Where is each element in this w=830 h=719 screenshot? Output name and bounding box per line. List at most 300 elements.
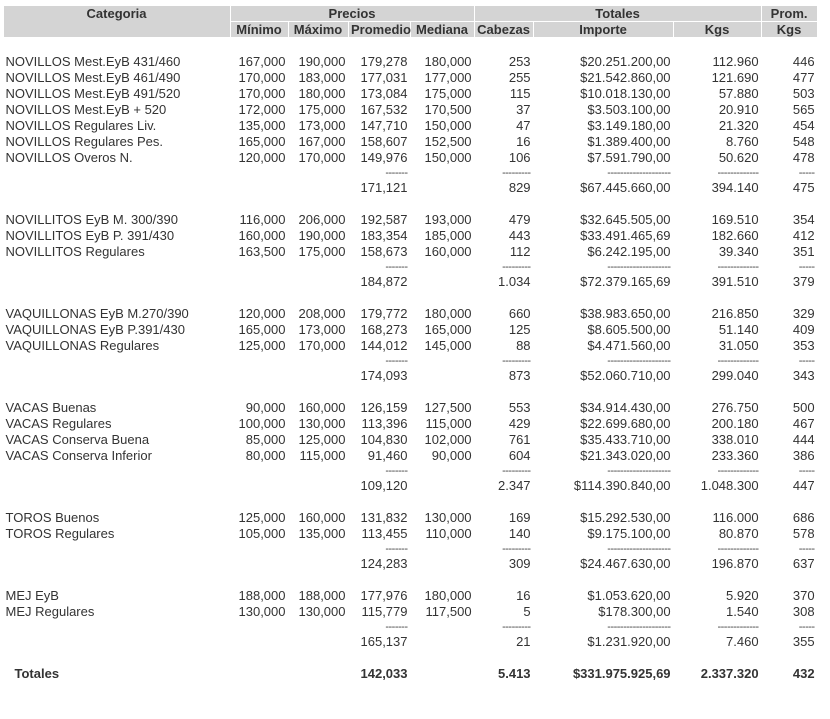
table-row [4, 118, 818, 134]
table-row [4, 338, 818, 354]
table-row [4, 604, 818, 620]
maximo-cell: 170,000 [298, 150, 346, 165]
mediana-cell: 193,000 [424, 212, 472, 227]
separator-dashes: --------- [502, 465, 531, 477]
kgs-cell: 50.620 [718, 150, 759, 165]
cabezas-cell: 761 [508, 432, 531, 447]
spacer-row [4, 650, 818, 666]
promedio-cell: 179,278 [360, 54, 408, 69]
subtotal-prom-kgs: 379 [792, 274, 815, 289]
separator-dashes: ----- [798, 167, 815, 179]
categoria-cell: NOVILLOS Regulares Liv. [5, 118, 157, 133]
categoria-cell: NOVILLITOS Regulares [5, 244, 145, 259]
importe-cell: $10.018.130,00 [580, 86, 671, 101]
importe-cell: $34.914.430,00 [580, 400, 671, 415]
cabezas-cell: 660 [508, 306, 531, 321]
prom-kgs-cell: 454 [792, 118, 815, 133]
separator-dashes: --------- [502, 543, 531, 555]
totals-row [4, 666, 818, 682]
maximo-cell: 135,000 [298, 526, 346, 541]
table-row [4, 228, 818, 244]
cabezas-cell: 169 [508, 510, 531, 525]
kgs-cell: 182.660 [711, 228, 759, 243]
subtotal-cabezas: 2.347 [498, 478, 531, 493]
promedio-cell: 183,354 [360, 228, 408, 243]
promedio-cell: 131,832 [360, 510, 408, 525]
separator-dashes: -------------------- [607, 167, 671, 179]
importe-cell: $35.433.710,00 [580, 432, 671, 447]
kgs-cell: 169.510 [711, 212, 759, 227]
maximo-cell: 167,000 [298, 134, 346, 149]
totals-kgs: 2.337.320 [700, 666, 759, 681]
promedio-cell: 91,460 [367, 448, 408, 463]
mediana-cell: 177,000 [424, 70, 472, 85]
header-importe: Importe [534, 22, 674, 38]
subtotal-prom-kgs: 355 [792, 634, 815, 649]
importe-cell: $3.503.100,00 [587, 102, 671, 117]
categoria-cell: MEJ EyB [5, 588, 59, 603]
promedio-cell: 149,976 [360, 150, 408, 165]
minimo-cell: 80,000 [245, 448, 286, 463]
subtotal-prom-kgs: 637 [792, 556, 815, 571]
promedio-cell: 113,396 [361, 416, 408, 431]
prom-kgs-cell: 329 [792, 306, 815, 321]
separator-dashes: ----- [798, 621, 815, 633]
spacer-row [4, 494, 818, 510]
kgs-cell: 31.050 [718, 338, 759, 353]
categoria-cell: TOROS Regulares [5, 526, 115, 541]
mediana-cell: 150,000 [424, 150, 472, 165]
mediana-cell: 102,000 [424, 432, 472, 447]
table-row [4, 134, 818, 150]
mediana-cell: 90,000 [431, 448, 472, 463]
cabezas-cell: 479 [508, 212, 531, 227]
mediana-cell: 130,000 [424, 510, 472, 525]
importe-cell: $8.605.500,00 [587, 322, 671, 337]
market-results-table [3, 5, 818, 682]
prom-kgs-cell: 444 [792, 432, 815, 447]
importe-cell: $3.149.180,00 [587, 118, 671, 133]
subtotal-cabezas: 829 [508, 180, 531, 195]
subtotal-promedio: 171,121 [360, 180, 408, 195]
maximo-cell: 130,000 [298, 416, 346, 431]
kgs-cell: 276.750 [711, 400, 759, 415]
subtotal-cabezas: 873 [508, 368, 531, 383]
cabezas-cell: 255 [508, 70, 531, 85]
totals-prom-kgs: 432 [792, 666, 815, 681]
subtotal-row [4, 478, 818, 494]
mediana-cell: 180,000 [424, 54, 472, 69]
table-row [4, 102, 818, 118]
maximo-cell: 208,000 [298, 306, 346, 321]
importe-cell: $20.251.200,00 [580, 54, 671, 69]
header-mediana: Mediana [411, 22, 475, 38]
separator-dashes: ------- [385, 621, 408, 633]
minimo-cell: 135,000 [238, 118, 286, 133]
separator-row [4, 354, 818, 368]
table-row [4, 212, 818, 228]
categoria-cell: NOVILLITOS EyB P. 391/430 [5, 228, 175, 243]
minimo-cell: 170,000 [238, 86, 286, 101]
prom-kgs-cell: 412 [792, 228, 815, 243]
spacer-row [4, 196, 818, 212]
categoria-cell: VAQUILLONAS Regulares [5, 338, 160, 353]
maximo-cell: 206,000 [298, 212, 346, 227]
separator-dashes: -------------------- [607, 621, 671, 633]
table-row [4, 448, 818, 464]
separator-row [4, 542, 818, 556]
mediana-cell: 115,000 [425, 416, 472, 431]
prom-kgs-cell: 308 [792, 604, 815, 619]
prom-kgs-cell: 409 [792, 322, 815, 337]
subtotal-promedio: 165,137 [360, 634, 408, 649]
maximo-cell: 160,000 [298, 400, 346, 415]
separator-dashes: -------------------- [607, 465, 671, 477]
maximo-cell: 173,000 [298, 118, 346, 133]
separator-dashes: ------- [385, 167, 408, 179]
cabezas-cell: 604 [508, 448, 531, 463]
kgs-cell: 8.760 [726, 134, 759, 149]
subtotal-promedio: 184,872 [360, 274, 408, 289]
cabezas-cell: 553 [508, 400, 531, 415]
categoria-cell: MEJ Regulares [5, 604, 95, 619]
minimo-cell: 170,000 [238, 70, 286, 85]
categoria-cell: TOROS Buenos [5, 510, 100, 525]
table-row [4, 588, 818, 604]
subtotal-kgs: 394.140 [711, 180, 759, 195]
cabezas-cell: 443 [508, 228, 531, 243]
prom-kgs-cell: 477 [792, 70, 815, 85]
subtotal-importe: $52.060.710,00 [580, 368, 671, 383]
subtotal-importe: $72.379.165,69 [580, 274, 671, 289]
table-row [4, 400, 818, 416]
table-row [4, 150, 818, 166]
minimo-cell: 85,000 [245, 432, 286, 447]
header-minimo: Mínimo [231, 22, 289, 38]
kgs-cell: 80.870 [718, 526, 759, 541]
kgs-cell: 121.690 [711, 70, 759, 85]
header-prom: Prom. [762, 6, 818, 22]
prom-kgs-cell: 351 [792, 244, 815, 259]
totals-label: Totales [14, 666, 60, 681]
header-kgs: Kgs [674, 22, 762, 38]
mediana-cell: 175,000 [424, 86, 472, 101]
subtotal-kgs: 1.048.300 [700, 478, 759, 493]
importe-cell: $9.175.100,00 [587, 526, 671, 541]
categoria-cell: VACAS Conserva Buena [5, 432, 150, 447]
kgs-cell: 39.340 [718, 244, 759, 259]
importe-cell: $7.591.790,00 [587, 150, 671, 165]
minimo-cell: 167,000 [238, 54, 286, 69]
spacer-row [4, 290, 818, 306]
promedio-cell: 168,273 [360, 322, 408, 337]
subtotal-promedio: 109,120 [360, 478, 408, 493]
subtotal-kgs: 7.460 [726, 634, 759, 649]
spacer-row [4, 38, 818, 55]
separator-dashes: ----- [798, 355, 815, 367]
categoria-cell: NOVILLOS Mest.EyB 491/520 [5, 86, 181, 101]
table-row [4, 526, 818, 542]
promedio-cell: 173,084 [360, 86, 408, 101]
separator-dashes: ------------- [717, 621, 759, 633]
maximo-cell: 130,000 [298, 604, 346, 619]
mediana-cell: 180,000 [424, 306, 472, 321]
promedio-cell: 177,031 [360, 70, 408, 85]
totals-promedio: 142,033 [360, 666, 408, 681]
kgs-cell: 233.360 [711, 448, 759, 463]
prom-kgs-cell: 386 [792, 448, 815, 463]
separator-dashes: ------------- [717, 261, 759, 273]
promedio-cell: 192,587 [360, 212, 408, 227]
importe-cell: $15.292.530,00 [580, 510, 671, 525]
importe-cell: $33.491.465,69 [580, 228, 671, 243]
prom-kgs-cell: 578 [792, 526, 815, 541]
minimo-cell: 163,500 [238, 244, 286, 259]
minimo-cell: 165,000 [238, 322, 286, 337]
spacer-row [4, 384, 818, 400]
mediana-cell: 117,500 [425, 604, 472, 619]
subtotal-cabezas: 1.034 [498, 274, 531, 289]
subtotal-row [4, 274, 818, 290]
separator-dashes: -------------------- [607, 543, 671, 555]
maximo-cell: 175,000 [298, 244, 346, 259]
importe-cell: $32.645.505,00 [580, 212, 671, 227]
separator-row [4, 620, 818, 634]
categoria-cell: VACAS Buenas [5, 400, 97, 415]
subtotal-importe: $1.231.920,00 [587, 634, 671, 649]
prom-kgs-cell: 478 [792, 150, 815, 165]
categoria-cell: VAQUILLONAS EyB P.391/430 [5, 322, 185, 337]
minimo-cell: 165,000 [238, 134, 286, 149]
kgs-cell: 116.000 [712, 510, 759, 525]
maximo-cell: 160,000 [298, 510, 346, 525]
minimo-cell: 116,000 [239, 212, 286, 227]
cabezas-cell: 106 [508, 150, 531, 165]
separator-dashes: ------------- [717, 543, 759, 555]
mediana-cell: 185,000 [424, 228, 472, 243]
promedio-cell: 104,830 [360, 432, 408, 447]
importe-cell: $1.053.620,00 [587, 588, 671, 603]
maximo-cell: 125,000 [298, 432, 346, 447]
maximo-cell: 170,000 [298, 338, 346, 353]
cabezas-cell: 429 [508, 416, 531, 431]
maximo-cell: 175,000 [298, 102, 346, 117]
header-precios: Precios [231, 6, 475, 22]
minimo-cell: 105,000 [238, 526, 286, 541]
prom-kgs-cell: 500 [792, 400, 815, 415]
importe-cell: $22.699.680,00 [580, 416, 671, 431]
subtotal-kgs: 391.510 [711, 274, 759, 289]
importe-cell: $178.300,00 [598, 604, 671, 619]
separator-row [4, 166, 818, 180]
subtotal-prom-kgs: 475 [792, 180, 815, 195]
minimo-cell: 100,000 [238, 416, 286, 431]
importe-cell: $21.343.020,00 [580, 448, 671, 463]
mediana-cell: 145,000 [424, 338, 472, 353]
minimo-cell: 120,000 [238, 150, 286, 165]
header-categoria: Categoria [4, 6, 231, 38]
minimo-cell: 125,000 [238, 510, 286, 525]
maximo-cell: 180,000 [298, 86, 346, 101]
separator-row [4, 260, 818, 274]
cabezas-cell: 16 [516, 588, 531, 603]
separator-dashes: ----- [798, 261, 815, 273]
separator-dashes: ------------- [717, 355, 759, 367]
kgs-cell: 51.140 [718, 322, 759, 337]
promedio-cell: 126,159 [360, 400, 408, 415]
kgs-cell: 21.320 [718, 118, 759, 133]
separator-dashes: ------- [385, 261, 408, 273]
table-body [4, 38, 818, 651]
cabezas-cell: 47 [516, 118, 531, 133]
subtotal-importe: $24.467.630,00 [580, 556, 671, 571]
promedio-cell: 144,012 [360, 338, 408, 353]
subtotal-cabezas: 21 [516, 634, 531, 649]
separator-dashes: ------------- [717, 465, 759, 477]
categoria-cell: NOVILLOS Mest.EyB 431/460 [5, 54, 181, 69]
maximo-cell: 173,000 [298, 322, 346, 337]
prom-kgs-cell: 467 [792, 416, 815, 431]
promedio-cell: 167,532 [360, 102, 408, 117]
maximo-cell: 183,000 [298, 70, 346, 85]
separator-dashes: ------- [385, 355, 408, 367]
minimo-cell: 125,000 [238, 338, 286, 353]
separator-dashes: --------- [502, 167, 531, 179]
minimo-cell: 130,000 [238, 604, 286, 619]
mediana-cell: 110,000 [425, 526, 472, 541]
table-row [4, 86, 818, 102]
separator-dashes: --------- [502, 621, 531, 633]
mediana-cell: 152,500 [424, 134, 472, 149]
promedio-cell: 158,607 [360, 134, 408, 149]
separator-row [4, 464, 818, 478]
minimo-cell: 90,000 [245, 400, 286, 415]
categoria-cell: NOVILLOS Mest.EyB + 520 [5, 102, 167, 117]
importe-cell: $6.242.195,00 [587, 244, 671, 259]
categoria-cell: VACAS Regulares [5, 416, 112, 431]
minimo-cell: 120,000 [238, 306, 286, 321]
header-maximo: Máximo [289, 22, 349, 38]
header-prom-kgs: Kgs [762, 22, 818, 38]
mediana-cell: 150,000 [424, 118, 472, 133]
table-row [4, 70, 818, 86]
promedio-cell: 147,710 [360, 118, 408, 133]
subtotal-row [4, 634, 818, 650]
cabezas-cell: 5 [523, 604, 531, 619]
separator-dashes: ------- [385, 465, 408, 477]
table-row [4, 416, 818, 432]
mediana-cell: 180,000 [424, 588, 472, 603]
prom-kgs-cell: 565 [792, 102, 815, 117]
mediana-cell: 160,000 [424, 244, 472, 259]
subtotal-row [4, 556, 818, 572]
header-promedio: Promedio [349, 22, 411, 38]
maximo-cell: 190,000 [298, 54, 346, 69]
importe-cell: $38.983.650,00 [580, 306, 671, 321]
cabezas-cell: 125 [508, 322, 531, 337]
kgs-cell: 216.850 [711, 306, 759, 321]
totals-cabezas: 5.413 [498, 666, 531, 681]
promedio-cell: 158,673 [360, 244, 408, 259]
promedio-cell: 115,779 [361, 604, 408, 619]
categoria-cell: VACAS Conserva Inferior [5, 448, 152, 463]
table-row [4, 322, 818, 338]
kgs-cell: 1.540 [726, 604, 759, 619]
categoria-cell: NOVILLITOS EyB M. 300/390 [5, 212, 178, 227]
header-totales: Totales [475, 6, 762, 22]
table-row [4, 54, 818, 70]
importe-cell: $21.542.860,00 [580, 70, 671, 85]
prom-kgs-cell: 370 [792, 588, 815, 603]
separator-dashes: ------- [385, 543, 408, 555]
maximo-cell: 115,000 [299, 448, 346, 463]
separator-dashes: -------------------- [607, 355, 671, 367]
prom-kgs-cell: 503 [792, 86, 815, 101]
categoria-cell: NOVILLOS Regulares Pes. [5, 134, 164, 149]
mediana-cell: 170,500 [424, 102, 472, 117]
table-row [4, 432, 818, 448]
minimo-cell: 188,000 [238, 588, 286, 603]
cabezas-cell: 115 [509, 86, 531, 101]
separator-dashes: -------------------- [607, 261, 671, 273]
cabezas-cell: 112 [509, 244, 531, 259]
minimo-cell: 160,000 [238, 228, 286, 243]
subtotal-importe: $67.445.660,00 [580, 180, 671, 195]
separator-dashes: ----- [798, 543, 815, 555]
cabezas-cell: 37 [516, 102, 531, 117]
categoria-cell: NOVILLOS Overos N. [5, 150, 133, 165]
kgs-cell: 200.180 [711, 416, 759, 431]
prom-kgs-cell: 353 [792, 338, 815, 353]
separator-dashes: ----- [798, 465, 815, 477]
kgs-cell: 57.880 [718, 86, 759, 101]
kgs-cell: 338.010 [711, 432, 759, 447]
prom-kgs-cell: 446 [792, 54, 815, 69]
cabezas-cell: 16 [516, 134, 531, 149]
categoria-cell: VAQUILLONAS EyB M.270/390 [5, 306, 189, 321]
table-row [4, 306, 818, 322]
kgs-cell: 20.910 [718, 102, 759, 117]
maximo-cell: 188,000 [298, 588, 346, 603]
header-cabezas: Cabezas [475, 22, 534, 38]
separator-dashes: --------- [502, 355, 531, 367]
subtotal-kgs: 196.870 [711, 556, 759, 571]
prom-kgs-cell: 686 [792, 510, 815, 525]
subtotal-importe: $114.390.840,00 [573, 478, 671, 493]
prom-kgs-cell: 548 [792, 134, 815, 149]
promedio-cell: 113,455 [361, 526, 408, 541]
subtotal-row [4, 180, 818, 196]
kgs-cell: 112.960 [712, 54, 759, 69]
subtotal-promedio: 174,093 [360, 368, 408, 383]
cabezas-cell: 88 [516, 338, 531, 353]
importe-cell: $1.389.400,00 [587, 134, 671, 149]
promedio-cell: 179,772 [360, 306, 408, 321]
cabezas-cell: 140 [508, 526, 531, 541]
header-row-top [4, 6, 818, 22]
table-row [4, 244, 818, 260]
subtotal-cabezas: 309 [508, 556, 531, 571]
separator-dashes: ------------- [717, 167, 759, 179]
promedio-cell: 177,976 [360, 588, 408, 603]
subtotal-promedio: 124,283 [360, 556, 408, 571]
subtotal-row [4, 368, 818, 384]
importe-cell: $4.471.560,00 [587, 338, 671, 353]
spacer-row [4, 572, 818, 588]
categoria-cell: NOVILLOS Mest.EyB 461/490 [5, 70, 181, 85]
kgs-cell: 5.920 [726, 588, 759, 603]
table-row [4, 510, 818, 526]
